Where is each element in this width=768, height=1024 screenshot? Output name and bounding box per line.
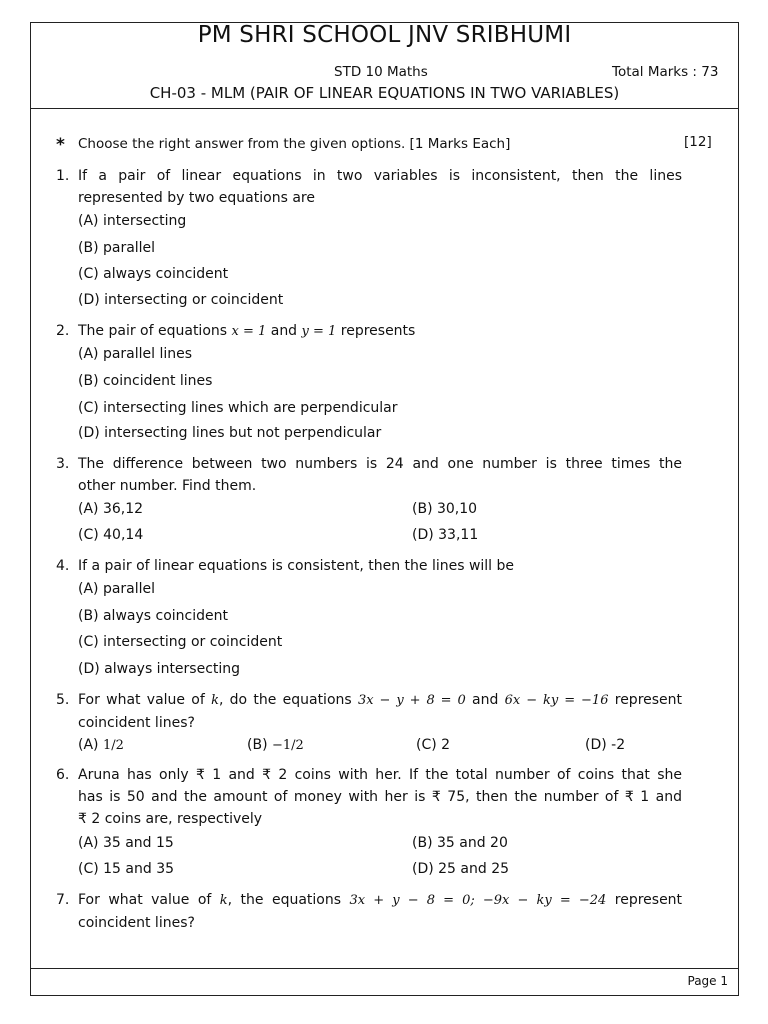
question-text: , do the equations bbox=[218, 692, 352, 708]
question-text: represent bbox=[614, 692, 683, 708]
question-line bbox=[78, 889, 682, 912]
option-a: (A) 35 and 15 bbox=[78, 835, 174, 851]
question-7 bbox=[56, 889, 682, 934]
total-marks: Total Marks : 73 bbox=[612, 64, 719, 80]
option-d: (D) -2 bbox=[585, 737, 626, 753]
option-label: (B) bbox=[247, 737, 268, 753]
equation: y = 1 bbox=[301, 324, 337, 339]
question-text: The pair of equations bbox=[78, 323, 228, 339]
option-b: (B) always coincident bbox=[78, 608, 228, 624]
footer-divider bbox=[30, 968, 739, 969]
header-divider bbox=[30, 108, 739, 109]
option-a: (A) intersecting bbox=[78, 213, 187, 229]
question-number: 6. bbox=[56, 767, 70, 783]
option-a: (A) 36,12 bbox=[78, 501, 144, 517]
option-c: (C) 40,14 bbox=[78, 527, 144, 543]
option-d: (D) intersecting lines but not perpendicular bbox=[78, 425, 382, 441]
option-value: −1/2 bbox=[271, 738, 304, 753]
equation: x = 1 bbox=[231, 324, 267, 339]
option-d: (D) intersecting or coincident bbox=[78, 292, 284, 308]
equation: 3x − y + 8 = 0 bbox=[357, 693, 466, 708]
option-a: (A) parallel bbox=[78, 581, 156, 597]
question-text: For what value of bbox=[78, 692, 205, 708]
option-d: (D) 33,11 bbox=[412, 527, 479, 543]
option-c: (C) always coincident bbox=[78, 266, 229, 282]
question-text: has is 50 and the amount of money with her is ₹ 75, then the number of ₹ 1 and bbox=[78, 789, 682, 805]
question-line bbox=[78, 689, 682, 712]
equation: 6x − ky = −16 bbox=[504, 693, 609, 708]
question-text: , the equations bbox=[227, 892, 342, 908]
question-number: 7. bbox=[56, 892, 70, 908]
option-value: 1/2 bbox=[102, 738, 124, 753]
question-text: The difference between two numbers is 24 and one number is three times the bbox=[78, 456, 682, 472]
section-marks: [12] bbox=[684, 134, 712, 150]
question-text: and bbox=[270, 323, 298, 339]
question-number: 4. bbox=[56, 558, 70, 574]
question-text: coincident lines? bbox=[78, 715, 195, 731]
variable-k: k bbox=[211, 693, 219, 708]
variable-k: k bbox=[219, 893, 228, 908]
chapter-title: CH-03 - MLM (PAIR OF LINEAR EQUATIONS IN TWO VARIABLES) bbox=[149, 84, 620, 102]
question-5 bbox=[56, 689, 682, 734]
option-c: (C) intersecting lines which are perpendicular bbox=[78, 400, 398, 416]
question-4 bbox=[56, 555, 682, 577]
question-text: If a pair of linear equations in two variables is inconsistent, then the lines bbox=[78, 168, 682, 184]
option-d: (D) always intersecting bbox=[78, 661, 241, 677]
school-name: PM SHRI SCHOOL JNV SRIBHUMI bbox=[197, 22, 572, 48]
question-text: ₹ 2 coins are, respectively bbox=[78, 811, 263, 827]
question-2 bbox=[56, 320, 682, 343]
option-b: (B) 30,10 bbox=[412, 501, 478, 517]
question-3 bbox=[56, 453, 682, 497]
option-b: (B) 35 and 20 bbox=[412, 835, 508, 851]
option-b: (B) coincident lines bbox=[78, 373, 213, 389]
question-text: represented by two equations are bbox=[78, 190, 315, 206]
question-text: Aruna has only ₹ 1 and ₹ 2 coins with her. If the total number of coins that she bbox=[78, 767, 682, 783]
question-number: 2. bbox=[56, 323, 70, 339]
section-instruction: Choose the right answer from the given options. [1 Marks Each] bbox=[78, 136, 511, 152]
question-text: For what value of bbox=[78, 892, 212, 908]
question-1 bbox=[56, 165, 682, 209]
class-subject: STD 10 Maths bbox=[334, 64, 428, 80]
option-c: (C) 15 and 35 bbox=[78, 861, 175, 877]
option-a: (A) parallel lines bbox=[78, 346, 193, 362]
question-number: 1. bbox=[56, 168, 70, 184]
question-number: 5. bbox=[56, 692, 70, 708]
equation: 3x + y − 8 = 0; −9x − ky = −24 bbox=[349, 893, 607, 908]
question-6 bbox=[56, 764, 682, 830]
question-text: and bbox=[472, 692, 499, 708]
page-number: Page 1 bbox=[687, 974, 728, 988]
question-text: represent bbox=[614, 892, 683, 908]
option-c: (C) 2 bbox=[416, 737, 451, 753]
option-b bbox=[247, 737, 304, 753]
option-d: (D) 25 and 25 bbox=[412, 861, 510, 877]
section-star: * bbox=[56, 135, 65, 155]
option-c: (C) intersecting or coincident bbox=[78, 634, 283, 650]
question-text: represents bbox=[340, 323, 416, 339]
question-number: 3. bbox=[56, 456, 70, 472]
option-label: (A) bbox=[78, 737, 99, 753]
question-text: other number. Find them. bbox=[78, 478, 257, 494]
option-a bbox=[78, 737, 124, 753]
question-text: If a pair of linear equations is consistent, then the lines will be bbox=[78, 558, 515, 574]
question-text: coincident lines? bbox=[78, 915, 195, 931]
option-b: (B) parallel bbox=[78, 240, 156, 256]
